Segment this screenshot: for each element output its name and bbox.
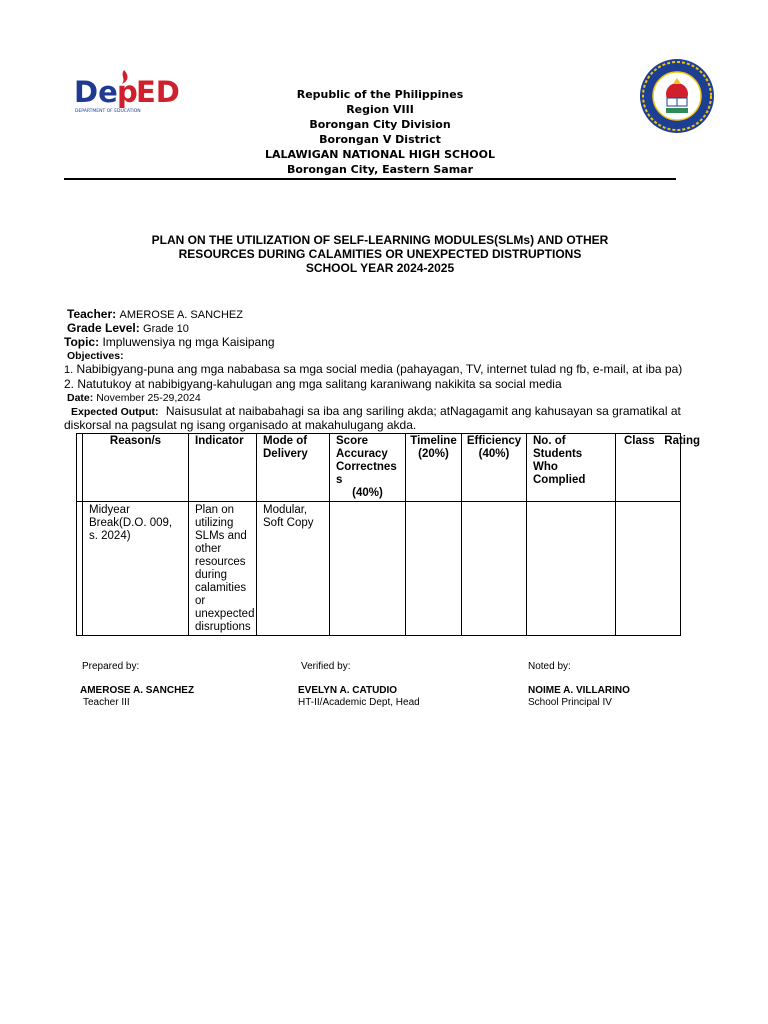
header-divider: [64, 178, 676, 180]
header-timeline-pct: (20%): [418, 448, 449, 460]
expected-output-continued: diskorsal na pagsulat ng isang organisado at makahulugang akda.: [64, 418, 417, 432]
date-line: [67, 391, 201, 405]
cell-indicator: Plan on utilizing SLMs and other resources during calamities or unexpected disruptions: [189, 502, 257, 636]
header-score: [330, 434, 406, 502]
header-timeline: [406, 434, 462, 502]
title-line-3: SCHOOL YEAR 2024-2025: [305, 261, 455, 275]
header-efficiency-pct: (40%): [478, 448, 510, 460]
objectives-label: Objectives:: [67, 350, 124, 362]
table-row: [77, 502, 681, 636]
date-value: November 25-29,2024: [96, 392, 201, 404]
noted-by-label: Noted by:: [528, 661, 571, 672]
date-label: Date:: [67, 392, 94, 404]
letterhead: [200, 87, 560, 177]
deped-subtext: DEPARTMENT OF EDUCATION: [75, 109, 141, 114]
expected-output-value: Naisusulat at naibabahagi sa iba ang sariling akda; atNagagamit ang kahusayan sa gramatikal at: [165, 404, 681, 418]
header-efficiency-label: Efficiency: [466, 435, 522, 447]
svg-text:p: p: [117, 75, 138, 109]
objective-1-text: Nabibigyang-puna ang mga nababasa sa mga social media (pahayagan, TV, internet tulad ng fb, e-mail, at iba pa): [76, 362, 683, 376]
header-mode: Mode of Delivery: [257, 434, 330, 502]
plan-table: [76, 433, 701, 636]
header-rating: Class Rating: [616, 434, 681, 502]
objective-1: [64, 362, 682, 377]
prepared-by-name: AMEROSE A. SANCHEZ: [80, 685, 195, 696]
expected-output-label: Expected Output:: [71, 406, 159, 418]
document-title: [100, 233, 660, 275]
cell-timeline: [406, 502, 462, 636]
deped-logo: [74, 66, 190, 114]
title-line-2: RESOURCES DURING CALAMITIES OR UNEXPECTED DISTRUPTIONS: [178, 247, 582, 261]
letterhead-address: Borongan City, Eastern Samar: [286, 163, 474, 176]
verified-by-name: EVELYN A. CATUDIO: [298, 685, 398, 696]
header-score-label: Score Accuracy Correctnes s: [336, 435, 397, 486]
cell-mode: Modular, Soft Copy: [257, 502, 330, 636]
teacher-label: Teacher:: [67, 307, 117, 321]
cell-rating: [616, 502, 681, 636]
grade-value: Grade 10: [143, 323, 189, 335]
header-reasons: Reason/s: [83, 434, 189, 502]
svg-text:ED: ED: [136, 75, 180, 109]
topic-label: Topic:: [64, 335, 100, 349]
topic-value: Impluwensiya ng mga Kaisipang: [102, 335, 275, 349]
objective-2: 2. Natutukoy at nabibigyang-kahulugan ang mga salitang karaniwang nakikita sa social media: [64, 377, 562, 391]
header-efficiency: [462, 434, 527, 502]
header-score-pct: (40%): [352, 487, 383, 499]
school-seal: [636, 58, 718, 134]
svg-text:De: De: [74, 75, 118, 109]
noted-by-title: School Principal IV: [528, 697, 612, 708]
letterhead-region: Region VIII: [346, 103, 414, 116]
header-indicator: Indicator: [189, 434, 257, 502]
cell-reasons: Midyear Break(D.O. 009, s. 2024): [83, 502, 189, 636]
letterhead-country: Republic of the Philippines: [296, 88, 464, 101]
verified-by-title: HT-II/Academic Dept, Head: [298, 697, 420, 708]
table-header-row: [77, 434, 681, 502]
verified-by-label: Verified by:: [301, 661, 351, 672]
letterhead-school: LALAWIGAN NATIONAL HIGH SCHOOL: [264, 148, 495, 161]
teacher-value: AMEROSE A. SANCHEZ: [119, 309, 243, 321]
objective-1-number: 1.: [64, 364, 74, 376]
cell-score: [330, 502, 406, 636]
grade-label: Grade Level:: [67, 321, 140, 335]
header-timeline-label: Timeline: [410, 435, 457, 447]
prepared-by-label: Prepared by:: [82, 661, 140, 672]
cell-students: [527, 502, 616, 636]
letterhead-division: Borongan City Division: [309, 118, 451, 131]
title-line-1: PLAN ON THE UTILIZATION OF SELF-LEARNING MODULES(SLMs) AND OTHER: [151, 233, 609, 247]
objectives-line: [67, 349, 124, 363]
expected-output-line: [71, 404, 681, 419]
header-students: No. of Students Who Complied: [527, 434, 616, 502]
teacher-line: [67, 307, 243, 322]
topic-line: [64, 335, 275, 349]
cell-efficiency: [462, 502, 527, 636]
prepared-by-title: Teacher III: [83, 697, 130, 708]
letterhead-district: Borongan V District: [319, 133, 441, 146]
noted-by-name: NOIME A. VILLARINO: [528, 685, 630, 696]
grade-line: [67, 321, 189, 336]
